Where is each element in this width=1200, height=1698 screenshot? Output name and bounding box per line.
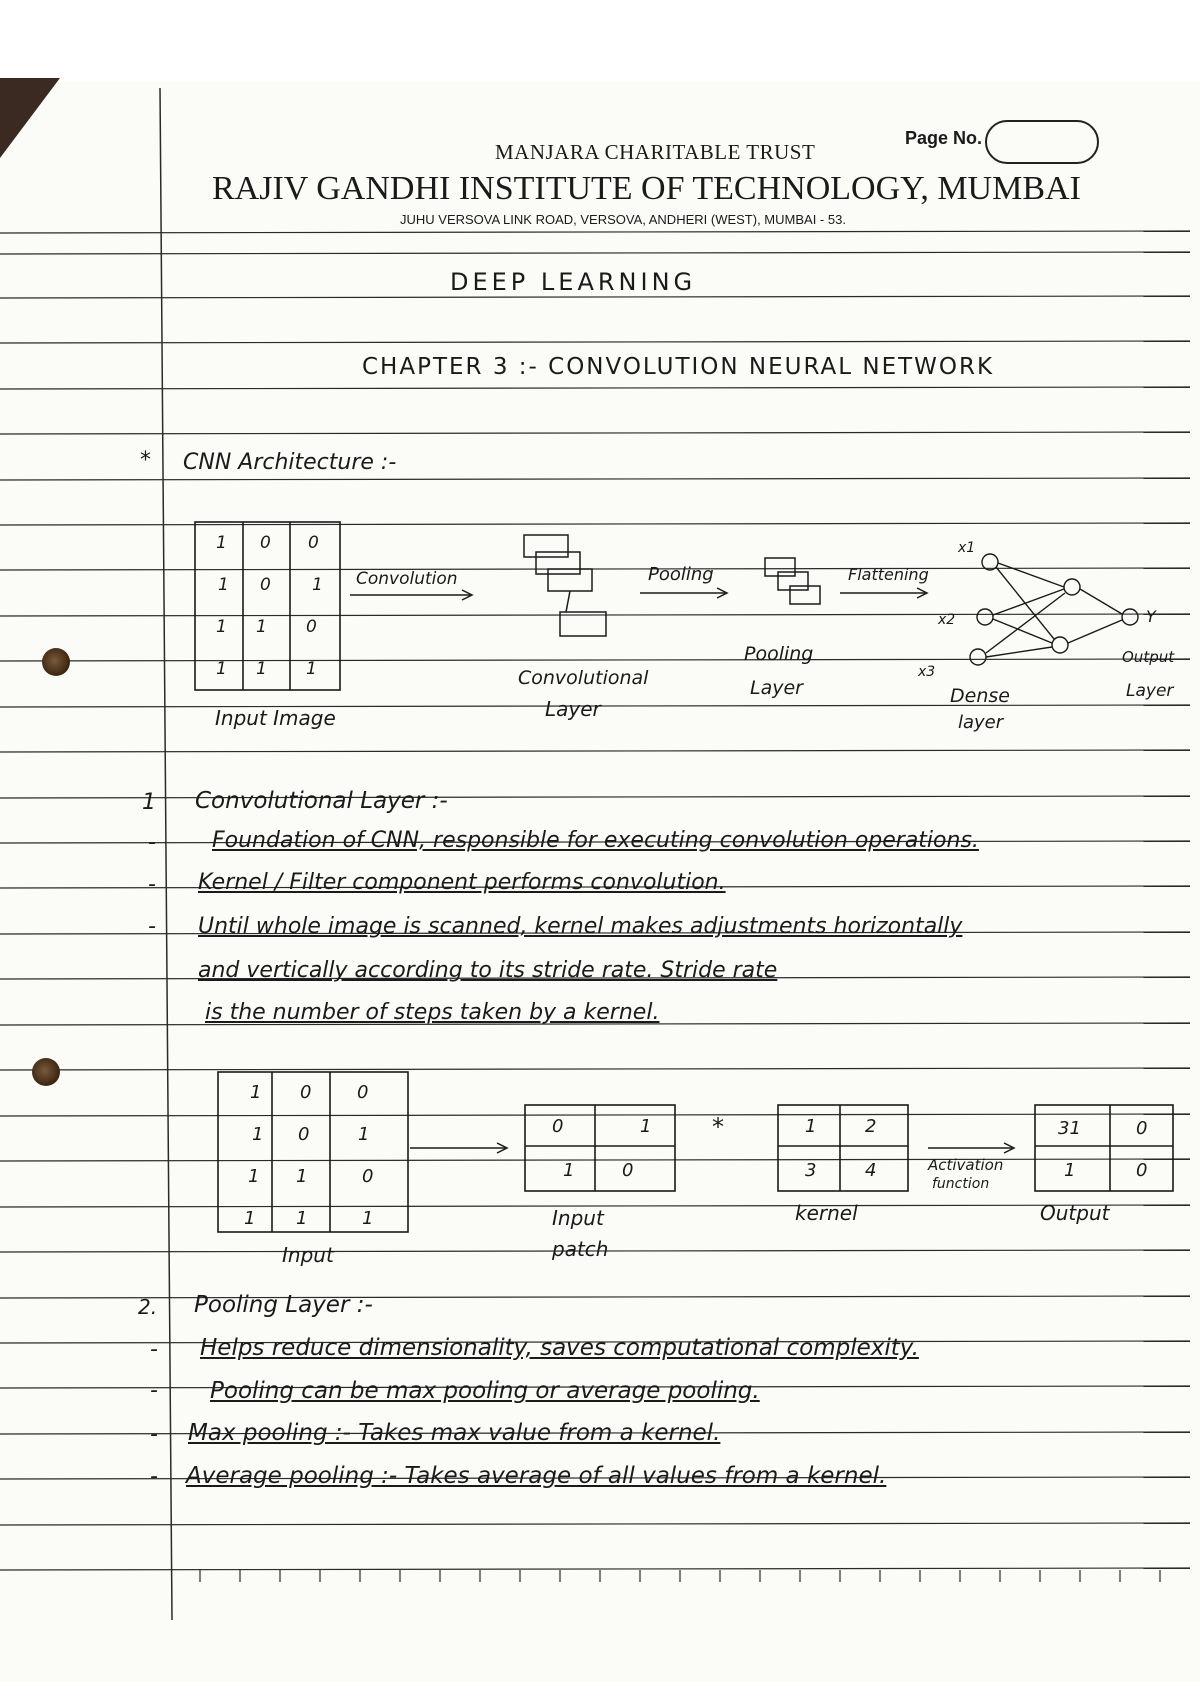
d1-cell: 0 [260,533,271,553]
institute-address: JUHU VERSOVA LINK ROAD, VERSOVA, ANDHERI (WEST), MUMBAI - 53. [400,212,846,227]
d1-cell: 1 [306,659,317,679]
d2-input-cell: 1 [252,1124,264,1145]
d2-activation-label-2: function [932,1176,990,1192]
item2-line: Pooling can be max pooling or average pooling. [210,1378,760,1404]
d2-patch-cell: 1 [563,1160,575,1181]
d2-multiply-sign: * [712,1113,724,1141]
d2-patch-label-2: patch [552,1237,609,1261]
d2-input-cell: 1 [248,1166,260,1187]
d1-cell: 1 [218,575,229,595]
item1-line: Until whole image is scanned, kernel makes adjustments horizontally [198,914,963,939]
d1-cell: 0 [308,533,319,553]
d2-kernel-cell: 4 [865,1160,877,1181]
d2-output-cell: 1 [1064,1160,1076,1181]
d1-conv-layer-label-1: Convolutional [518,667,649,689]
d1-cell: 1 [216,617,227,637]
d1-pooling-arrow-label: Pooling [648,564,714,585]
institute-name: RAJIV GANDHI INSTITUTE OF TECHNOLOGY, MUMBAI [212,170,1081,207]
item2-dash: - [150,1337,158,1362]
d2-output-cell: 31 [1058,1118,1081,1139]
item2-title: Pooling Layer :- [194,1292,373,1318]
d1-y-label: Y [1146,607,1156,626]
item1-dash: - [148,830,156,855]
d1-cell: 1 [216,533,227,553]
d2-output-label: Output [1040,1201,1110,1225]
item2-line: Max pooling :- Takes max value from a kernel. [188,1420,721,1446]
d2-input-cell: 1 [244,1208,256,1229]
page-no-label: Page No. [905,128,983,148]
item1-line: Foundation of CNN, responsible for executing convolution operations. [212,828,979,853]
d2-patch-cell: 1 [640,1116,652,1137]
item1-line: and vertically according to its stride rate. Stride rate [198,958,778,983]
d1-flattening-label: Flattening [848,565,929,584]
d2-output-cell: 0 [1136,1160,1148,1181]
d1-cell: 1 [312,575,323,595]
d1-convolution-label: Convolution [356,569,458,589]
d2-input-cell: 0 [357,1082,369,1103]
item1-dash: - [148,872,156,897]
d1-pooling-layer-label-1: Pooling [744,643,814,665]
d1-cell: 0 [306,617,317,637]
d1-x1-label: x1 [958,540,976,556]
d1-output-label-2: Layer [1126,681,1174,701]
item2-dash: - [150,1422,158,1447]
item2-line: Average pooling :- Takes average of all values from a kernel. [186,1463,887,1489]
d2-input-cell: 0 [362,1166,374,1187]
chapter-heading: CHAPTER 3 :- CONVOLUTION NEURAL NETWORK [362,354,995,380]
item1-line: Kernel / Filter component performs convolution. [198,870,726,895]
d1-cell: 1 [256,617,267,637]
item2-number: 2. [138,1295,158,1319]
d2-input-cell: 1 [296,1166,308,1187]
d1-conv-layer-label-2: Layer [545,697,601,721]
item2-line: Helps reduce dimensionality, saves computational complexity. [200,1335,919,1361]
d1-pooling-layer-label-2: Layer [750,677,803,699]
item1-number: 1 [142,790,156,815]
item1-line: is the number of steps taken by a kernel. [205,1000,660,1025]
item2-dash: - [150,1378,158,1403]
d1-x2-label: x2 [938,612,956,628]
d2-input-cell: 1 [250,1082,262,1103]
section-title: CNN Architecture :- [183,450,397,475]
d1-x3-label: x3 [918,664,936,680]
d2-patch-grid [525,1105,675,1191]
d2-kernel-grid [778,1105,908,1191]
section-bullet: * [140,448,151,473]
d2-kernel-cell: 2 [865,1116,877,1137]
item2-dash: - [150,1464,158,1489]
d2-output-cell: 0 [1136,1118,1148,1139]
d2-input-cell: 1 [358,1124,370,1145]
d1-dense-label-1: Dense [950,685,1010,707]
d2-output-grid [1035,1105,1173,1191]
trust-name: MANJARA CHARITABLE TRUST [495,140,816,164]
d2-patch-cell: 0 [552,1116,564,1137]
item1-title: Convolutional Layer :- [195,788,448,814]
d2-input-cell: 1 [362,1208,374,1229]
d2-patch-label-1: Input [552,1206,604,1230]
d2-kernel-cell: 3 [805,1160,817,1181]
d1-cell: 1 [216,659,227,679]
item1-dash: - [148,914,156,939]
d2-input-cell: 0 [298,1124,310,1145]
d2-input-cell: 0 [300,1082,312,1103]
d1-cell: 1 [256,659,267,679]
d1-dense-label-2: layer [958,712,1004,733]
d2-kernel-cell: 1 [805,1116,817,1137]
d1-output-label-1: Output [1122,648,1175,666]
d2-patch-cell: 0 [622,1160,634,1181]
d2-kernel-label: kernel [795,1201,858,1225]
d1-input-label: Input Image [215,706,336,730]
d1-cell: 0 [260,575,271,595]
d2-input-cell: 1 [296,1208,308,1229]
subject-heading: DEEP LEARNING [450,268,697,296]
d2-input-label: Input [282,1243,334,1267]
d2-activation-label-1: Activation [928,1156,1004,1174]
